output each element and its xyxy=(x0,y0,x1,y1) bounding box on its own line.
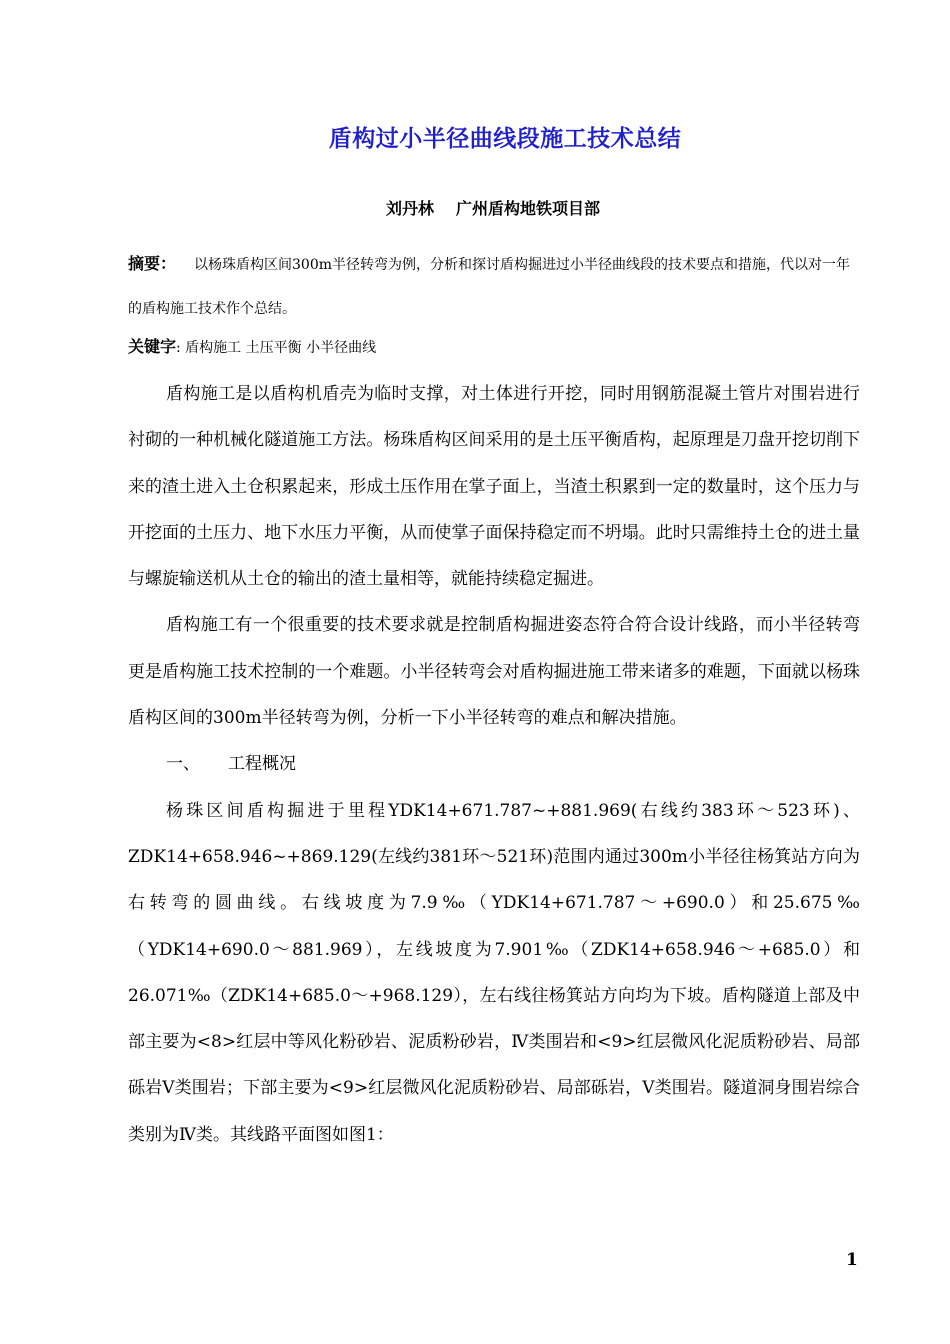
author-name: 刘丹林 xyxy=(385,199,434,218)
keywords-text: : 盾构施工 土压平衡 小半径曲线 xyxy=(176,340,377,356)
page-number: 1 xyxy=(846,1250,858,1270)
abstract-text: 以杨珠盾构区间300m半径转弯为例，分析和探讨盾构掘进过小半径曲线段的技术要点和措施，代以对一年的盾构施工技术作个总结。 xyxy=(128,257,851,317)
paragraph: 盾构施工有一个很重要的技术要求就是控制盾构掘进姿态符合符合设计线路，而小半径转弯更是盾构施工技术控制的一个难题。小半径转弯会对盾构掘进施工带来诸多的难题，下面就以杨珠盾构区间的300m半径转弯为例，分析一下小半径转弯的难点和解决措施。 xyxy=(128,615,860,729)
paragraph: 盾构施工是以盾构机盾壳为临时支撑，对土体进行开挖，同时用钢筋混凝土管片对围岩进行衬砌的一种机械化隧道施工方法。杨珠盾构区间采用的是土压平衡盾构，起原理是刀盘开挖切削下来的渣土进入土仓积累起来，形成土压作用在掌子面上，当渣土积累到一定的数量时，这个压力与开挖面的土压力、地下水压力平衡，从而使掌子面保持稳定而不坍塌。此时只需维持土仓的进土量与螺旋输送机从土仓的输出的渣土量相等，就能持续稳定掘进。 xyxy=(128,384,860,590)
keywords-label: 关键字 xyxy=(128,337,177,356)
abstract xyxy=(128,242,860,331)
body-text xyxy=(128,371,860,1158)
section-heading xyxy=(128,741,860,787)
section-number: 一、 xyxy=(166,754,200,775)
paragraph: 杨珠区间盾构掘进于里程YDK14+671.787~+881.969(右线约383环～523环)、ZDK14+658.946~+869.129(左线约381环～521环)范围内通过300m小半径往杨箕站方向为右转弯的圆曲线。右线坡度为7.9‰（YDK14+671.787～+690.0）和25.675‰（YDK14+690.0～881.969），左线坡度为7.901‰（ZDK14+658.946～+685.0）和26.071‰（ZDK14+685.0～+968.129），左右线往杨箕站方向均为下坡。盾构隧道上部及中部主要为<8>红层中等风化粉砂岩、泥质粉砂岩，Ⅳ类围岩和<9>红层微风化泥质粉砂岩、局部砾岩Ⅴ类围岩；下部主要为<9>红层微风化泥质粉砂岩、局部砾岩，Ⅴ类围岩。隧道洞身围岩综合类别为Ⅳ类。其线路平面图如图1： xyxy=(128,800,860,1145)
document-title: 盾构过小半径曲线段施工技术总结 xyxy=(328,126,682,152)
author-affiliation: 广州盾构地铁项目部 xyxy=(456,199,601,218)
author-line xyxy=(0,196,950,219)
abstract-label: 摘要： xyxy=(128,254,177,273)
keywords xyxy=(128,334,860,361)
section-title: 工程概况 xyxy=(228,754,296,775)
